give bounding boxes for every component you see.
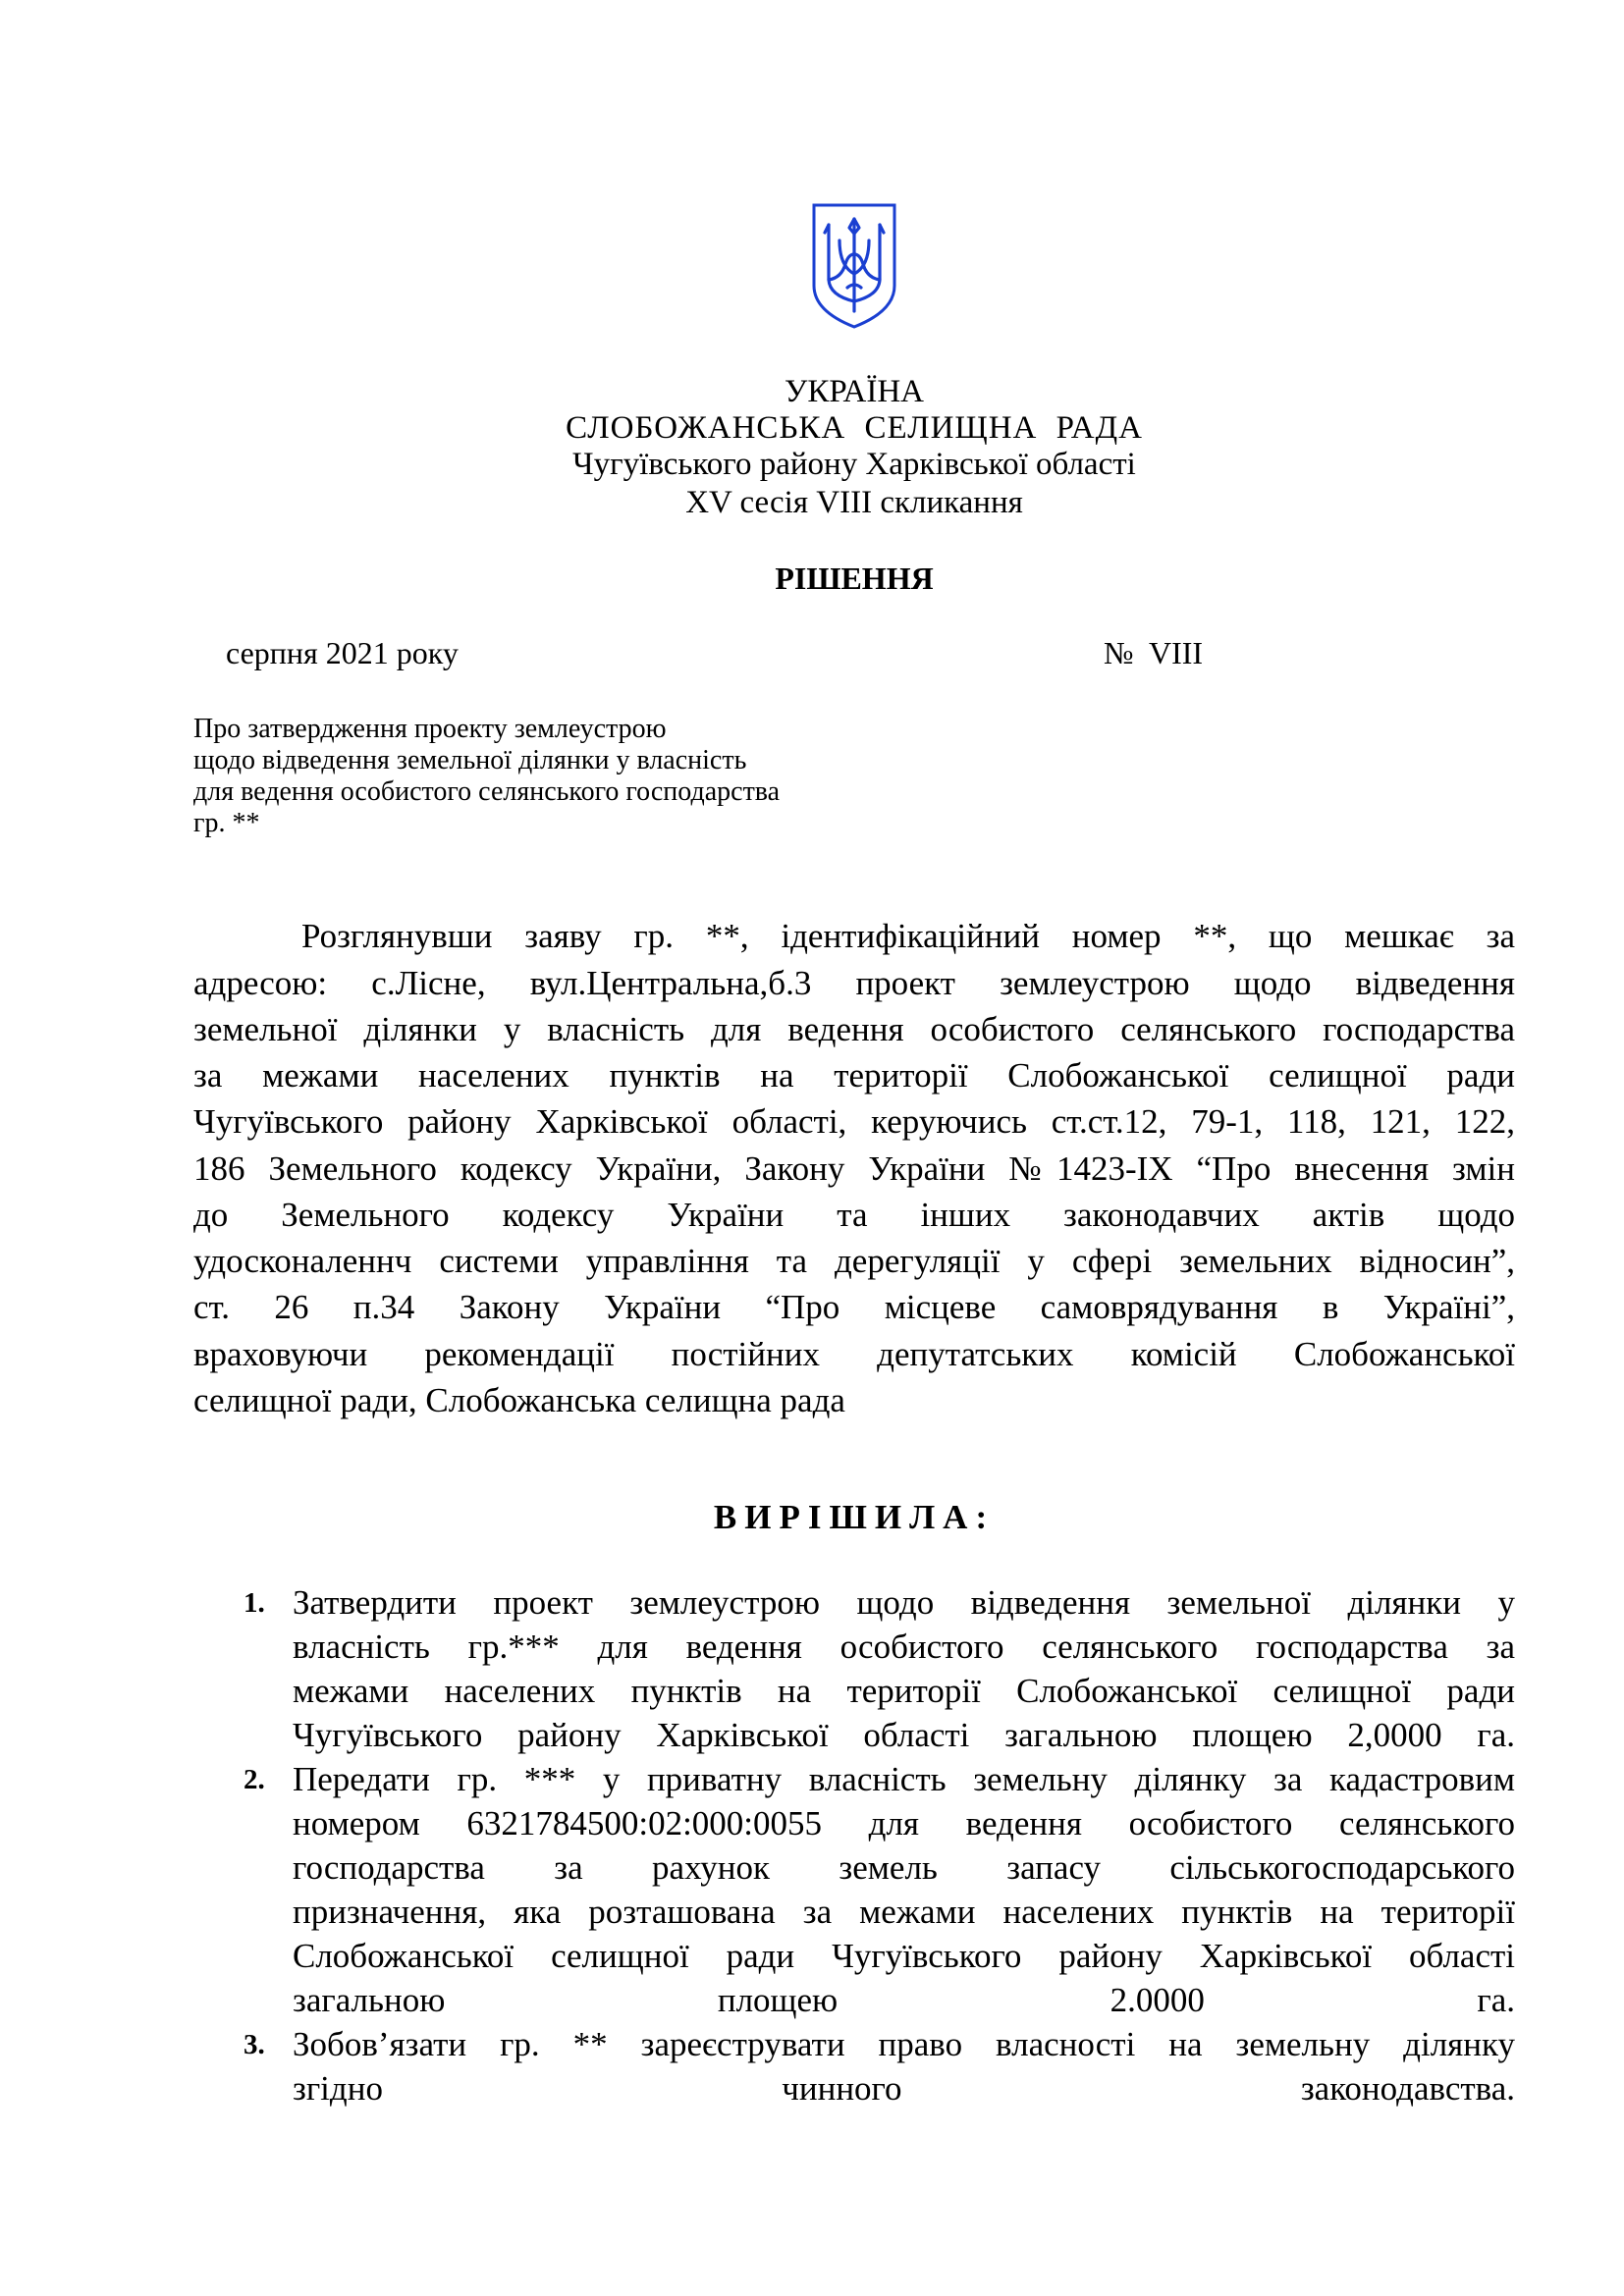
preamble-line: до Земельного кодексу України та інших законодавчих актів щодо — [193, 1196, 1515, 1234]
item-line: призначення, яка розташована за межами населених пунктів на території — [293, 1893, 1515, 1931]
item-line: номером 6321784500:02:000:0055 для ведення особистого селянського — [293, 1804, 1515, 1842]
item-line: власність гр.*** для ведення особистого селянського господарства за — [293, 1628, 1515, 1666]
item-line: загальною площею 2.0000 га. — [293, 1981, 1515, 2019]
item-line: господарства за рахунок земель запасу сільськогосподарського — [293, 1848, 1515, 1887]
item-number: 1. — [244, 1587, 265, 1619]
decision-subject — [193, 714, 780, 839]
item-number: 2. — [244, 1764, 265, 1795]
preamble-line: за межами населених пунктів на території Слобожанської селищної ради — [193, 1056, 1515, 1095]
preamble-line: земельної ділянки у власність для ведення особистого селянського господарства — [193, 1010, 1515, 1048]
header-district: Чугуївського району Харківської області — [572, 447, 1136, 482]
item-line: Слобожанської селищної ради Чугуївського району Харківської області — [293, 1937, 1515, 1975]
subject-line: Про затвердження проекту землеустрою — [193, 714, 667, 744]
preamble-line: враховуючи рекомендації постійних депутатських комісій Слобожанської — [193, 1335, 1515, 1373]
subject-line: для ведення особистого селянського господарства — [193, 776, 781, 807]
preamble-line: Чугуївського району Харківської області, керуючись ст.ст.12, 79-1, 118, 121, 122, — [193, 1102, 1515, 1141]
decision-number: № VIII — [1104, 635, 1204, 670]
subject-line: щодо відведення земельної ділянки у власність — [193, 745, 747, 775]
preamble-line: удосконаленнч системи управління та дерегуляції у сфері земельних відносин”, — [193, 1242, 1515, 1280]
item-number: 3. — [244, 2029, 265, 2060]
subject-line: гр. ** — [193, 808, 260, 838]
preamble-line: 186 Земельного кодексу України, Закону України №1423-IX “Про внесення змін — [193, 1149, 1515, 1188]
header-country: УКРАЇНА — [785, 374, 924, 409]
item-line: Передати гр. *** у приватну власність земельну ділянку за кадастровим — [293, 1760, 1515, 1798]
ukraine-trident-coat-of-arms-icon — [810, 201, 898, 331]
preamble-line: адресою: с.Лісне, вул.Центральна,б.3 проект землеустрою щодо відведення — [193, 964, 1515, 1002]
item-line: згідно чинного законодавства. — [293, 2069, 1515, 2108]
preamble-line: селищної ради, Слобожанська селищна рада — [193, 1381, 845, 1419]
item-line: Чугуївського району Харківської області загальною площею 2,0000 га. — [293, 1716, 1515, 1754]
header-council: СЛОБОЖАНСЬКА СЕЛИЩНА РАДА — [566, 410, 1143, 446]
preamble-line: ст. 26 п.34 Закону України “Про місцеве самоврядування в Україні”, — [193, 1288, 1515, 1326]
decision-date: серпня 2021 року — [226, 635, 459, 670]
document-type-title: РІШЕННЯ — [775, 561, 934, 596]
item-line: Затвердити проект землеустрою щодо відведення земельної ділянки у — [293, 1583, 1515, 1622]
decided-heading: ВИРІШИЛА: — [713, 1498, 996, 1536]
item-line: межами населених пунктів на території Слобожанської селищної ради — [293, 1672, 1515, 1710]
header-session: XV сесія VIII скликання — [685, 485, 1023, 520]
preamble-line: Розглянувши заяву гр. **, ідентифікаційний номер **, що мешкає за — [301, 917, 1515, 955]
item-line: Зобов’язати гр. ** зареєструвати право власності на земельну ділянку — [293, 2025, 1515, 2063]
